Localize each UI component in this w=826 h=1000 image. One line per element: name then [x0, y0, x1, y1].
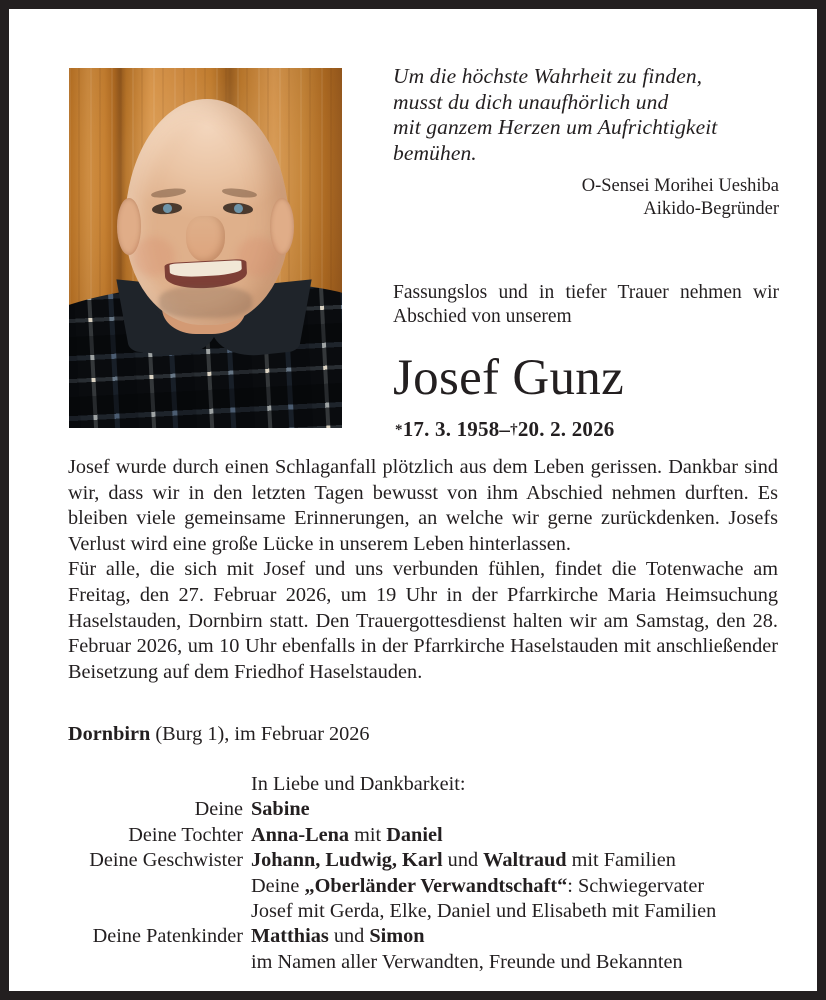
teeth — [169, 260, 242, 278]
quote-attribution-role: Aikido-Begründer — [643, 199, 779, 219]
body-paragraph-2: Für alle, die sich mit Josef und uns verbunden fühlen, findet die Totenwache am Freitag, den 27. Februar 2026, um 19 Uhr in der Pfarrkirche Maria Heimsuchung Haselstauden, Dornbirn statt. Den Trauergottesdienst halten wir am Samstag, den 28. Februar 2026, um 10 Uhr ebenfalls in der Pfarrkirche Haselstauden mit anschließender Beisetzung auf dem Friedhof Haselstauden. — [68, 558, 778, 683]
intro-text: Fassungslos und in tiefer Trauer nehmen wir Abschied von unserem — [393, 282, 779, 327]
family-names: Johann, Ludwig, Karl und Waltraud mit Familien — [251, 849, 676, 872]
family-relation-label: Deine — [194, 798, 243, 821]
family-names: Matthias und Simon — [251, 925, 425, 948]
family-heading: In Liebe und Dankbarkeit: — [251, 773, 466, 795]
deceased-name: Josef Gunz — [393, 350, 625, 406]
memorial-quote — [393, 64, 779, 221]
place-and-date-line — [68, 722, 778, 747]
family-names: Josef mit Gerda, Elke, Daniel und Elisabeth mit Familien — [251, 900, 717, 923]
portrait-figure — [69, 68, 342, 428]
family-relation-label: Deine Patenkinder — [92, 925, 243, 948]
quote-line-3: mit ganzem Herzen um Aufrichtigkeit — [393, 115, 718, 139]
date-separator: – — [499, 417, 511, 441]
birth-symbol: * — [395, 422, 403, 438]
family-signature-block — [68, 772, 778, 975]
family-names: Sabine — [251, 798, 310, 821]
family-row — [68, 950, 778, 975]
family-rows — [68, 797, 778, 975]
family-names: im Namen aller Verwandten, Freunde und Bekannten — [251, 950, 683, 973]
family-row — [68, 874, 778, 899]
quote-line-4: bemühen. — [393, 140, 477, 165]
chin-stubble — [159, 286, 252, 318]
family-relation-label: Deine Geschwister — [89, 849, 243, 872]
place-name: Dornbirn — [68, 723, 151, 745]
obituary-body — [68, 455, 778, 685]
death-symbol: † — [510, 422, 518, 438]
family-row — [68, 924, 778, 949]
family-heading-row — [68, 772, 778, 797]
family-row — [68, 899, 778, 924]
portrait-photo — [69, 68, 342, 428]
family-row — [68, 797, 778, 822]
quote-line-2: musst du dich unaufhörlich und — [393, 89, 669, 114]
family-row — [68, 848, 778, 873]
body-paragraph-1: Josef wurde durch einen Schlaganfall plötzlich aus dem Leben gerissen. Dankbar sind wir, dass wir in den letzten Tagen bewusst von ihm Abschied nehmen durften. Es bleiben viele gemeinsame Erinnerungen, an welche wir gerne zurückdenken. Josefs Verlust wird eine große Lücke in unserem Leben hinterlassen. — [68, 456, 778, 555]
family-row — [68, 823, 778, 848]
life-dates — [395, 417, 795, 442]
quote-line-1: Um die höchste Wahrheit zu finden, — [393, 64, 703, 88]
family-names: Anna-Lena mit Daniel — [251, 823, 443, 846]
quote-attribution-name: O-Sensei Morihei Ueshiba — [581, 176, 779, 196]
birth-date: 17. 3. 1958 — [402, 417, 500, 441]
nose — [186, 216, 224, 263]
top-section — [9, 9, 817, 441]
notice-inner — [9, 9, 817, 991]
family-relation-label: Deine Tochter — [128, 823, 243, 846]
death-date: 20. 2. 2026 — [517, 417, 615, 441]
place-date-rest: (Burg 1), im Februar 2026 — [150, 723, 370, 745]
family-names: Deine „Oberländer Verwandtschaft“: Schwiegervater — [251, 874, 705, 897]
